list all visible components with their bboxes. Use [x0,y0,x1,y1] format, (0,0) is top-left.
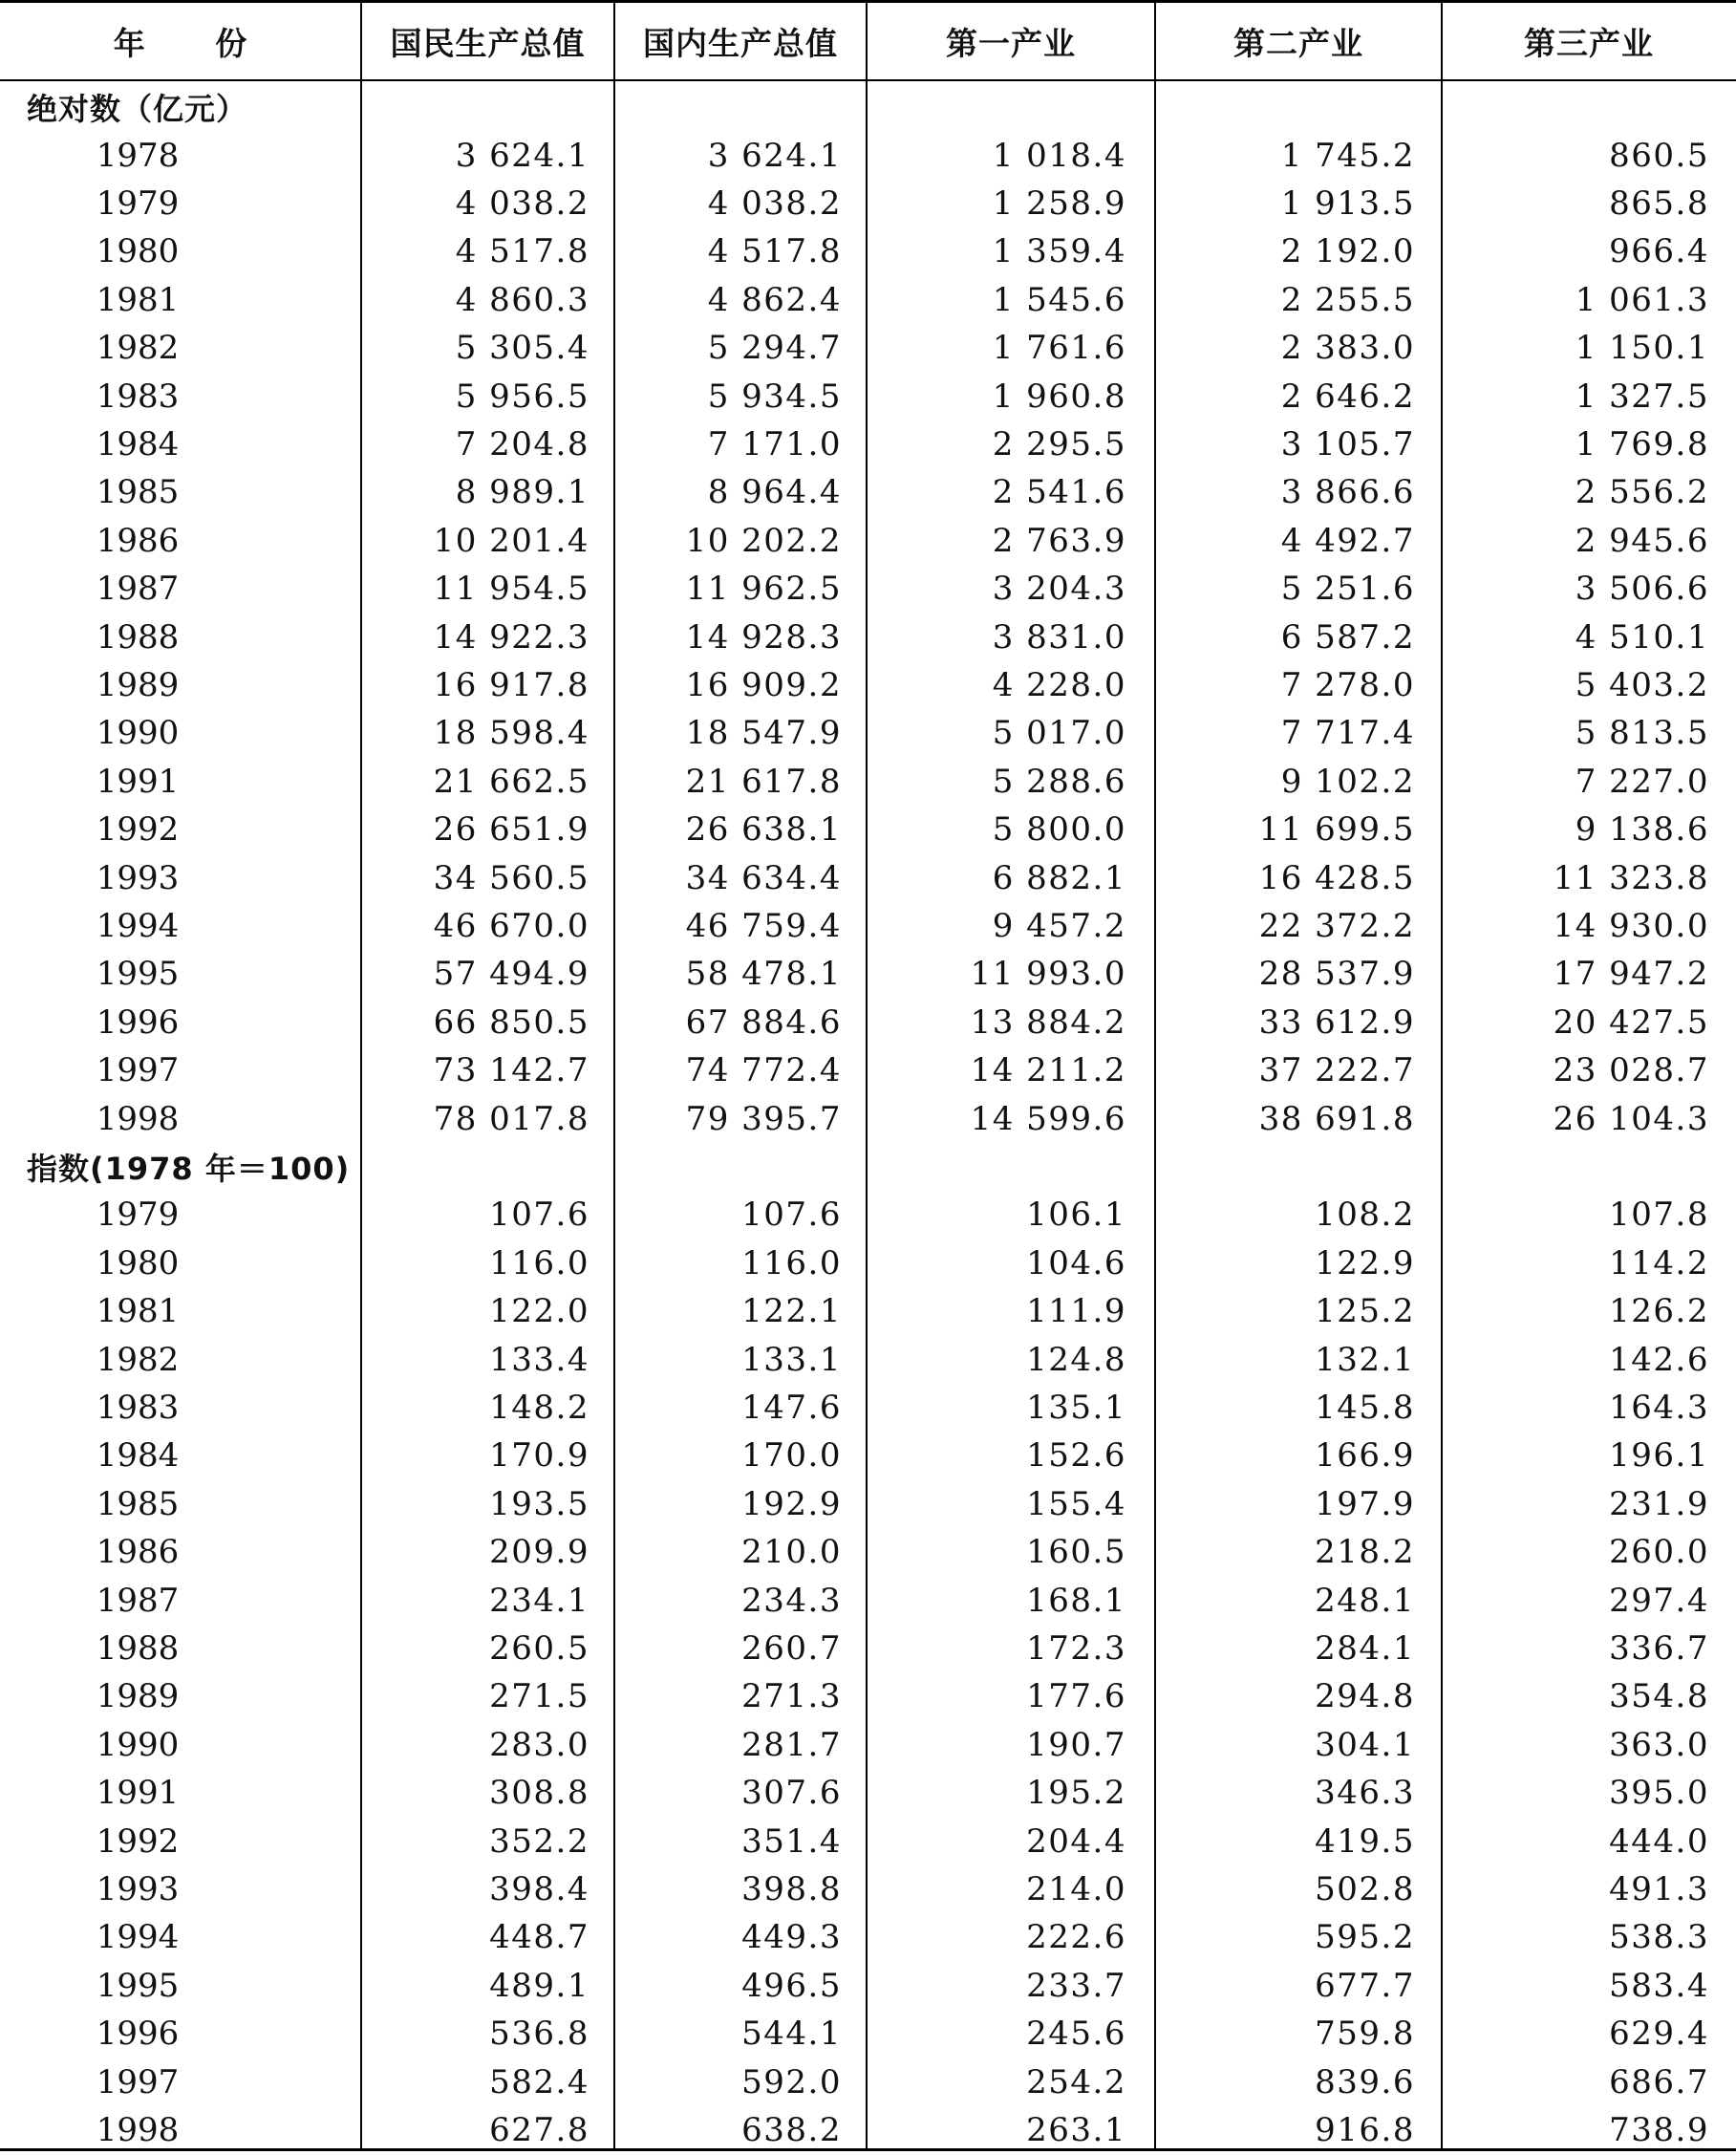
cell-gdp: 398.8 [741,1869,842,1908]
cell-primary: 135.1 [1026,1388,1126,1427]
cell-year: 1998 [96,1099,180,1138]
table-row [0,1480,1736,1528]
cell-primary: 1 545.6 [992,280,1126,319]
cell-tertiary: 538.3 [1609,1918,1709,1957]
cell-year: 1982 [96,329,180,368]
cell-primary: 11 993.0 [970,955,1126,994]
cell-primary: 204.4 [1026,1821,1126,1861]
cell-tertiary: 231.9 [1609,1484,1709,1523]
cell-tertiary: 3 506.6 [1575,570,1709,609]
cell-gdp: 7 171.0 [707,424,842,463]
cell-primary: 2 763.9 [992,521,1126,560]
cell-primary: 190.7 [1026,1725,1126,1764]
cell-year: 1979 [96,1196,180,1235]
table-row [0,613,1736,660]
table-row [0,276,1736,324]
cell-tertiary: 1 327.5 [1575,377,1709,416]
cell-gnp: 271.5 [489,1677,589,1716]
cell-secondary: 33 612.9 [1258,1002,1415,1042]
cell-gdp: 4 038.2 [707,183,842,223]
cell-tertiary: 354.8 [1609,1677,1709,1716]
cell-secondary: 677.7 [1315,1966,1415,2005]
cell-secondary: 218.2 [1315,1533,1415,1572]
cell-secondary: 1 745.2 [1280,136,1415,175]
cell-gdp: 351.4 [741,1821,842,1861]
cell-gnp: 209.9 [489,1533,589,1572]
cell-year: 1996 [96,2015,180,2054]
cell-year: 1978 [96,136,180,175]
cell-gdp: 11 962.5 [685,570,842,609]
cell-year: 1984 [96,1436,180,1476]
cell-secondary: 419.5 [1315,1821,1415,1861]
cell-year: 1997 [96,1051,180,1090]
cell-secondary: 304.1 [1315,1725,1415,1764]
cell-tertiary: 5 813.5 [1575,714,1709,753]
cell-secondary: 5 251.6 [1280,570,1415,609]
cell-gdp: 638.2 [741,2110,842,2149]
table-row [0,1335,1736,1383]
cell-gdp: 3 624.1 [707,136,842,175]
cell-tertiary: 395.0 [1609,1774,1709,1813]
cell-gnp: 308.8 [489,1774,589,1813]
cell-year: 1987 [96,570,180,609]
cell-tertiary: 444.0 [1609,1821,1709,1861]
cell-gdp: 496.5 [741,1966,842,2005]
cell-tertiary: 583.4 [1609,1966,1709,2005]
table-row [0,372,1736,420]
table-row [0,1384,1736,1432]
cell-tertiary: 11 323.8 [1553,858,1709,897]
cell-primary: 160.5 [1026,1533,1126,1572]
cell-secondary: 22 372.2 [1258,906,1415,945]
cell-gdp: 147.6 [741,1388,842,1427]
cell-tertiary: 9 138.6 [1575,810,1709,850]
cell-tertiary: 1 769.8 [1575,424,1709,463]
cell-year: 1984 [96,424,180,463]
section-title: 绝对数（亿元） [27,91,248,127]
cell-gnp: 11 954.5 [433,570,589,609]
header-primary-industry: 第一产业 [946,24,1076,62]
cell-tertiary: 860.5 [1609,136,1709,175]
cell-gnp: 21 662.5 [433,762,589,801]
cell-secondary: 839.6 [1315,2062,1415,2101]
cell-tertiary: 164.3 [1609,1388,1709,1427]
table-row [0,1094,1736,1142]
cell-secondary: 37 222.7 [1258,1051,1415,1090]
cell-year: 1988 [96,1628,180,1668]
cell-secondary: 346.3 [1315,1774,1415,1813]
cell-secondary: 108.2 [1315,1196,1415,1235]
cell-gnp: 116.0 [489,1243,589,1282]
cell-gdp: 122.1 [741,1292,842,1331]
cell-year: 1988 [96,617,180,657]
cell-gnp: 148.2 [489,1388,589,1427]
cell-gdp: 170.0 [741,1436,842,1476]
cell-secondary: 4 492.7 [1280,521,1415,560]
table-header [0,3,1736,81]
table-row [0,1528,1736,1576]
cell-secondary: 1 913.5 [1280,183,1415,223]
cell-primary: 106.1 [1026,1196,1126,1235]
cell-secondary: 6 587.2 [1280,617,1415,657]
cell-secondary: 9 102.2 [1280,762,1415,801]
cell-secondary: 122.9 [1315,1243,1415,1282]
table-row [0,2010,1736,2058]
cell-secondary: 2 192.0 [1280,232,1415,271]
cell-year: 1983 [96,377,180,416]
cell-year: 1996 [96,1002,180,1042]
cell-secondary: 248.1 [1315,1581,1415,1620]
cell-gnp: 133.4 [489,1340,589,1379]
cell-primary: 222.6 [1026,1918,1126,1957]
cell-tertiary: 297.4 [1609,1581,1709,1620]
cell-tertiary: 2 556.2 [1575,473,1709,512]
cell-gdp: 210.0 [741,1533,842,1572]
cell-year: 1995 [96,1966,180,2005]
cell-tertiary: 1 150.1 [1575,329,1709,368]
cell-gnp: 352.2 [489,1821,589,1861]
cell-tertiary: 686.7 [1609,2062,1709,2101]
cell-tertiary: 114.2 [1609,1243,1709,1282]
table-row [0,468,1736,516]
table-row [0,853,1736,901]
cell-secondary: 294.8 [1315,1677,1415,1716]
cell-primary: 5 288.6 [992,762,1126,801]
table-row [0,950,1736,998]
cell-gnp: 107.6 [489,1196,589,1235]
cell-gnp: 3 624.1 [455,136,589,175]
cell-gnp: 7 204.8 [455,424,589,463]
cell-gnp: 18 598.4 [433,714,589,753]
cell-secondary: 2 255.5 [1280,280,1415,319]
cell-gnp: 5 956.5 [455,377,589,416]
cell-tertiary: 738.9 [1609,2110,1709,2149]
cell-primary: 4 228.0 [992,665,1126,704]
cell-gnp: 448.7 [489,1918,589,1957]
cell-tertiary: 23 028.7 [1553,1051,1709,1090]
cell-tertiary: 5 403.2 [1575,665,1709,704]
cell-gdp: 133.1 [741,1340,842,1379]
cell-year: 1992 [96,810,180,850]
cell-year: 1980 [96,1243,180,1282]
cell-year: 1985 [96,1484,180,1523]
cell-gdp: 34 634.4 [685,858,842,897]
cell-secondary: 3 866.6 [1280,473,1415,512]
cell-secondary: 502.8 [1315,1869,1415,1908]
cell-year: 1985 [96,473,180,512]
cell-gnp: 26 651.9 [433,810,589,850]
cell-primary: 9 457.2 [992,906,1126,945]
cell-gdp: 544.1 [741,2015,842,2054]
cell-primary: 111.9 [1026,1292,1126,1331]
cell-primary: 2 541.6 [992,473,1126,512]
cell-gdp: 58 478.1 [685,955,842,994]
cell-year: 1995 [96,955,180,994]
cell-year: 1987 [96,1581,180,1620]
cell-gnp: 16 917.8 [433,665,589,704]
cell-secondary: 145.8 [1315,1388,1415,1427]
cell-tertiary: 20 427.5 [1553,1002,1709,1042]
cell-tertiary: 2 945.6 [1575,521,1709,560]
cell-tertiary: 260.0 [1609,1533,1709,1572]
table-row [0,661,1736,709]
cell-gdp: 67 884.6 [685,1002,842,1042]
cell-gnp: 46 670.0 [433,906,589,945]
cell-secondary: 595.2 [1315,1918,1415,1957]
cell-primary: 1 258.9 [992,183,1126,223]
cell-year: 1998 [96,2110,180,2149]
cell-year: 1983 [96,1388,180,1427]
cell-primary: 263.1 [1026,2110,1126,2149]
cell-primary: 5 017.0 [992,714,1126,753]
cell-gnp: 4 038.2 [455,183,589,223]
cell-year: 1991 [96,762,180,801]
cell-gdp: 21 617.8 [685,762,842,801]
cell-gnp: 4 517.8 [455,232,589,271]
cell-gdp: 271.3 [741,1677,842,1716]
cell-tertiary: 196.1 [1609,1436,1709,1476]
cell-gdp: 260.7 [741,1628,842,1668]
cell-gdp: 18 547.9 [685,714,842,753]
cell-gdp: 192.9 [741,1484,842,1523]
cell-gdp: 234.3 [741,1581,842,1620]
cell-gdp: 4 862.4 [707,280,842,319]
cell-gdp: 116.0 [741,1243,842,1282]
cell-year: 1980 [96,232,180,271]
cell-year: 1990 [96,1725,180,1764]
cell-tertiary: 491.3 [1609,1869,1709,1908]
cell-gdp: 26 638.1 [685,810,842,850]
cell-tertiary: 966.4 [1609,232,1709,271]
header-gdp: 国内生产总值 [643,24,838,62]
cell-gdp: 592.0 [741,2062,842,2101]
cell-year: 1986 [96,521,180,560]
cell-tertiary: 107.8 [1609,1196,1709,1235]
cell-secondary: 2 646.2 [1280,377,1415,416]
cell-gnp: 260.5 [489,1628,589,1668]
cell-tertiary: 629.4 [1609,2015,1709,2054]
table-row [0,1865,1736,1913]
cell-primary: 1 018.4 [992,136,1126,175]
cell-tertiary: 26 104.3 [1553,1099,1709,1138]
table-row [0,1817,1736,1864]
cell-primary: 233.7 [1026,1966,1126,2005]
cell-secondary: 197.9 [1315,1484,1415,1523]
cell-gnp: 582.4 [489,2062,589,2101]
cell-year: 1989 [96,1677,180,1716]
header-secondary-industry: 第二产业 [1233,24,1363,62]
table-row [0,1191,1736,1239]
cell-primary: 13 884.2 [970,1002,1126,1042]
cell-tertiary: 363.0 [1609,1725,1709,1764]
table-row [0,1721,1736,1769]
cell-year: 1993 [96,1869,180,1908]
cell-primary: 195.2 [1026,1774,1126,1813]
cell-gdp: 5 294.7 [707,329,842,368]
cell-tertiary: 1 061.3 [1575,280,1709,319]
cell-year: 1991 [96,1774,180,1813]
cell-gnp: 34 560.5 [433,858,589,897]
cell-secondary: 166.9 [1315,1436,1415,1476]
table-row [0,1769,1736,1817]
cell-year: 1981 [96,280,180,319]
cell-gdp: 46 759.4 [685,906,842,945]
cell-year: 1993 [96,858,180,897]
cell-year: 1981 [96,1292,180,1331]
cell-primary: 177.6 [1026,1677,1126,1716]
cell-primary: 5 800.0 [992,810,1126,850]
cell-gdp: 74 772.4 [685,1051,842,1090]
cell-primary: 104.6 [1026,1243,1126,1282]
cell-tertiary: 4 510.1 [1575,617,1709,657]
cell-primary: 172.3 [1026,1628,1126,1668]
cell-gdp: 14 928.3 [685,617,842,657]
cell-secondary: 916.8 [1315,2110,1415,2149]
cell-gnp: 8 989.1 [455,473,589,512]
cell-gdp: 8 964.4 [707,473,842,512]
cell-year: 1994 [96,1918,180,1957]
cell-gnp: 122.0 [489,1292,589,1331]
cell-secondary: 28 537.9 [1258,955,1415,994]
cell-primary: 152.6 [1026,1436,1126,1476]
cell-primary: 14 211.2 [970,1051,1126,1090]
header-tertiary-industry: 第三产业 [1524,24,1654,62]
cell-primary: 3 204.3 [992,570,1126,609]
cell-gdp: 449.3 [741,1918,842,1957]
cell-year: 1990 [96,714,180,753]
table-row [0,131,1736,179]
cell-secondary: 125.2 [1315,1292,1415,1331]
cell-gnp: 4 860.3 [455,280,589,319]
cell-secondary: 38 691.8 [1258,1099,1415,1138]
cell-year: 1986 [96,1533,180,1572]
cell-gdp: 281.7 [741,1725,842,1764]
table-row [0,1239,1736,1287]
header-gnp: 国民生产总值 [390,24,586,62]
table-row [0,1287,1736,1335]
cell-gnp: 398.4 [489,1869,589,1908]
section-title: 指数(1978 年＝100) [27,1150,351,1187]
cell-gnp: 78 017.8 [433,1099,589,1138]
table-row [0,2058,1736,2105]
cell-gnp: 73 142.7 [433,1051,589,1090]
cell-secondary: 3 105.7 [1280,424,1415,463]
table-row [0,1625,1736,1672]
table-row [0,806,1736,853]
cell-year: 1994 [96,906,180,945]
cell-tertiary: 142.6 [1609,1340,1709,1379]
cell-tertiary: 865.8 [1609,183,1709,223]
cell-gnp: 536.8 [489,2015,589,2054]
cell-primary: 2 295.5 [992,424,1126,463]
table-row [0,709,1736,757]
cell-secondary: 284.1 [1315,1628,1415,1668]
cell-gdp: 107.6 [741,1196,842,1235]
cell-gnp: 14 922.3 [433,617,589,657]
cell-secondary: 7 717.4 [1280,714,1415,753]
table-row [0,1672,1736,1720]
cell-tertiary: 126.2 [1609,1292,1709,1331]
cell-gnp: 57 494.9 [433,955,589,994]
cell-year: 1997 [96,2062,180,2101]
cell-gdp: 79 395.7 [685,1099,842,1138]
cell-gnp: 170.9 [489,1436,589,1476]
cell-year: 1979 [96,183,180,223]
cell-gdp: 5 934.5 [707,377,842,416]
cell-gdp: 16 909.2 [685,665,842,704]
table-row [0,324,1736,372]
table-row [0,1576,1736,1624]
table-row [0,1046,1736,1094]
cell-primary: 1 960.8 [992,377,1126,416]
cell-primary: 124.8 [1026,1340,1126,1379]
cell-gdp: 10 202.2 [685,521,842,560]
cell-tertiary: 336.7 [1609,1628,1709,1668]
cell-gnp: 627.8 [489,2110,589,2149]
table-row [0,902,1736,950]
cell-primary: 1 359.4 [992,232,1126,271]
cell-gnp: 283.0 [489,1725,589,1764]
cell-primary: 14 599.6 [970,1099,1126,1138]
table-row [0,758,1736,806]
cell-year: 1982 [96,1340,180,1379]
table-row [0,227,1736,275]
table-row [0,180,1736,227]
table-row [0,2106,1736,2154]
cell-gnp: 193.5 [489,1484,589,1523]
header-year: 年 份 [113,24,248,62]
cell-secondary: 7 278.0 [1280,665,1415,704]
cell-primary: 155.4 [1026,1484,1126,1523]
cell-gnp: 5 305.4 [455,329,589,368]
cell-primary: 254.2 [1026,2062,1126,2101]
cell-primary: 245.6 [1026,2015,1126,2054]
cell-gnp: 234.1 [489,1581,589,1620]
cell-tertiary: 14 930.0 [1553,906,1709,945]
cell-tertiary: 17 947.2 [1553,955,1709,994]
cell-primary: 6 882.1 [992,858,1126,897]
cell-secondary: 132.1 [1315,1340,1415,1379]
table-row [0,420,1736,468]
cell-primary: 214.0 [1026,1869,1126,1908]
cell-primary: 168.1 [1026,1581,1126,1620]
table-row [0,1432,1736,1479]
cell-primary: 3 831.0 [992,617,1126,657]
cell-secondary: 759.8 [1315,2015,1415,2054]
cell-secondary: 16 428.5 [1258,858,1415,897]
cell-year: 1992 [96,1821,180,1861]
cell-primary: 1 761.6 [992,329,1126,368]
cell-secondary: 2 383.0 [1280,329,1415,368]
table-row [0,1962,1736,2010]
cell-year: 1989 [96,665,180,704]
table-row [0,517,1736,565]
table-row [0,565,1736,613]
cell-gnp: 10 201.4 [433,521,589,560]
cell-gdp: 307.6 [741,1774,842,1813]
table-row [0,1913,1736,1961]
table-row [0,999,1736,1046]
cell-gnp: 66 850.5 [433,1002,589,1042]
cell-secondary: 11 699.5 [1258,810,1415,850]
cell-gdp: 4 517.8 [707,232,842,271]
cell-tertiary: 7 227.0 [1575,762,1709,801]
cell-gnp: 489.1 [489,1966,589,2005]
